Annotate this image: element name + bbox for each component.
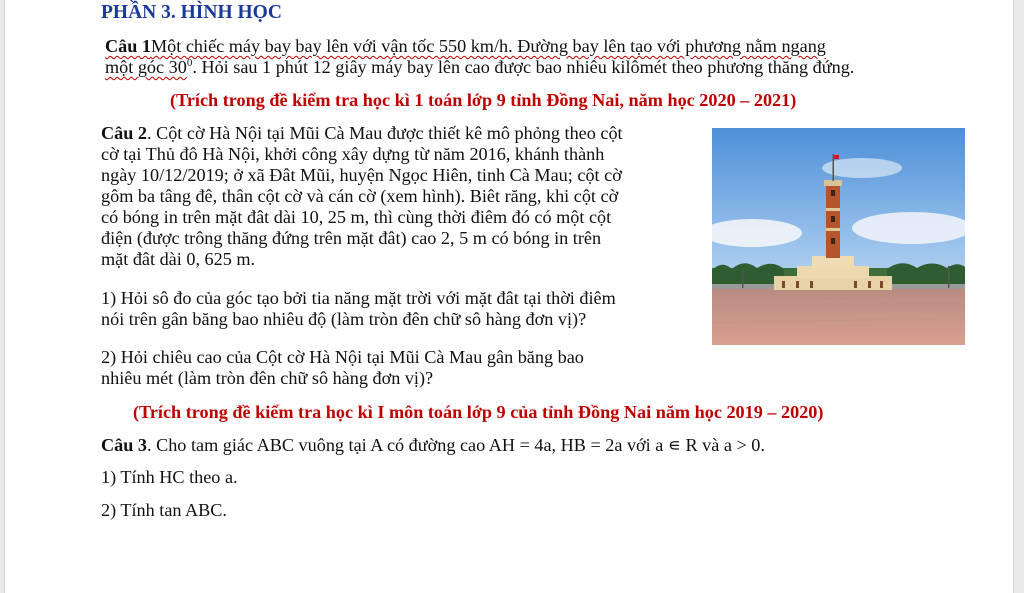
q2-part1-line2: nói trên gân băng bao nhiêu độ (làm tròn đên chữ sô hàng đơn vị)? xyxy=(101,309,587,329)
flag-tower-illustration xyxy=(712,128,965,345)
q2-line4: gôm ba tâng đê, thân cột cờ và cán cờ (xem hình). Biêt răng, khi cột cờ xyxy=(101,186,619,206)
document-page xyxy=(4,0,1014,593)
q2-line2: cờ tại Thủ đô Hà Nội, khởi công xây dựng từ năm 2016, khánh thành xyxy=(101,144,605,164)
source-note-2: (Trích trong đề kiểm tra học kì I môn toán lớp 9 của tỉnh Đồng Nai năm học 2019 – 2020) xyxy=(133,402,824,422)
q3-line: Câu 3. Cho tam giác ABC vuông tại A có đường cao AH = 4a, HB = 2a với a ∊ R và a > 0. xyxy=(101,435,765,455)
q3-part2: 2) Tính tan ABC. xyxy=(101,500,227,520)
q2-part2-line2: nhiêu mét (làm tròn đên chữ sô hàng đơn vị)? xyxy=(101,368,434,388)
flag-tower-photo xyxy=(712,128,965,345)
q2-line3: ngày 10/12/2019; ở xã Đât Mũi, huyện Ngọc Hiên, tinh Cà Mau; cột cờ xyxy=(101,165,622,185)
q3-label: Câu 3 xyxy=(101,435,147,455)
section-heading: PHẦN 3. HÌNH HỌC xyxy=(101,2,282,23)
q2-part1-line1: 1) Hỏi sô đo của góc tạo bởi tia năng mặt trời với mặt đât tại thời điêm xyxy=(101,288,616,308)
q1-label: Câu 1 xyxy=(105,36,151,56)
source-note-1: (Trích trong đề kiểm tra học kì 1 toán lớp 9 tỉnh Đồng Nai, năm học 2020 – 2021) xyxy=(170,90,797,110)
q3-part1: 1) Tính HC theo a. xyxy=(101,467,238,487)
q1-line2: một góc $30^0$. Hỏi sau 1 phút 12 giây máy bay lên cao được bao nhiêu kilômét theo phương thăng đứng. xyxy=(105,57,855,77)
q2-line7: mặt đât dài 0, 625 m. xyxy=(101,249,256,269)
q2-line1: Câu 2. Cột cờ Hà Nội tại Mũi Cà Mau được thiết kê mô phỏng theo cột xyxy=(101,123,623,143)
q1-line1: Câu 1Một chiếc máy bay bay lên với vận tốc 550 km/h. Đường bay lên tạo với phương nằm ngang xyxy=(105,36,826,56)
q2-part2-line1: 2) Hỏi chiêu cao của Cột cờ Hà Nội tại Mũi Cà Mau gân băng bao xyxy=(101,347,584,367)
q2-label: Câu 2 xyxy=(101,123,147,143)
q2-line6: điện (được trông thăng đứng trên mặt đât) cao 2, 5 m có bóng in trên xyxy=(101,228,602,248)
q2-line5: có bóng in trên mặt đât dài 10, 25 m, thì cùng thời điêm đó có một cột xyxy=(101,207,612,227)
